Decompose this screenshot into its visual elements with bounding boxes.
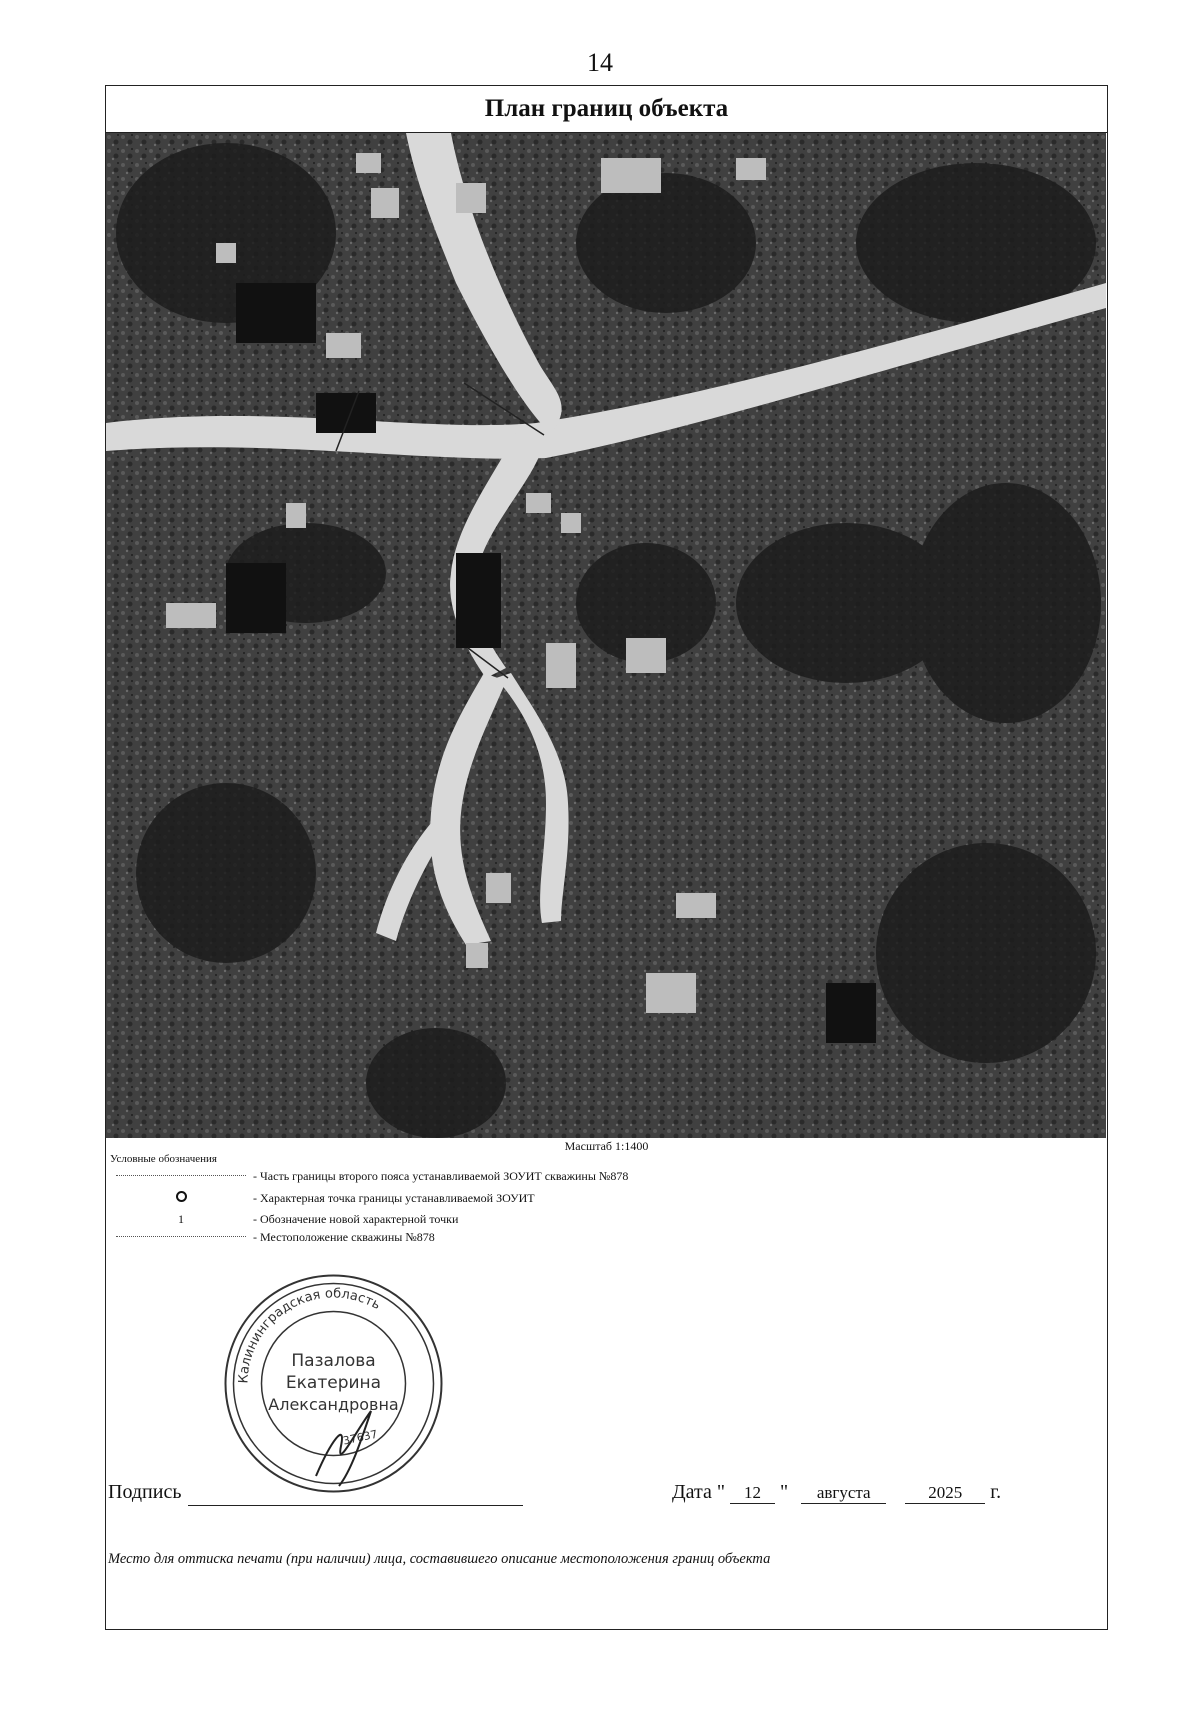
point-number-symbol: 1 [178, 1212, 184, 1226]
legend-row [106, 1230, 1107, 1250]
dotted-line-symbol [106, 1230, 256, 1245]
legend-row [106, 1169, 1107, 1189]
aerial-map [106, 133, 1106, 1138]
stamp-number: 37637 [341, 1427, 379, 1448]
document-frame [105, 85, 1108, 1630]
date-day: 12 [730, 1483, 775, 1504]
signature-label: Подпись [108, 1481, 182, 1503]
page-number: 14 [587, 48, 613, 77]
legend-row [106, 1212, 1107, 1232]
plan-title: План границ объекта [106, 86, 1107, 133]
date-label: Дата [672, 1481, 712, 1503]
signature-row [106, 1481, 1107, 1511]
legend-text: - Характерная точка границы устанавливаемой ЗОУИТ [253, 1191, 535, 1205]
date-month: августа [801, 1483, 886, 1504]
quote-open: " [716, 1481, 726, 1503]
stamp-ring-text: Калининградская область [236, 1286, 383, 1384]
legend-text: - Обозначение новой характерной точки [253, 1212, 459, 1226]
engineer-stamp [221, 1271, 446, 1496]
map-scale: Масштаб 1:1400 [564, 1139, 649, 1153]
signature-line [188, 1505, 523, 1506]
quote-close: " [780, 1481, 789, 1503]
year-suffix: г. [990, 1481, 1002, 1503]
stamp-name-1: Пазалова [291, 1351, 376, 1371]
dotted-line-symbol [106, 1169, 256, 1184]
legend-title: Условные обозначения [110, 1153, 217, 1165]
stamp-name-2: Екатерина [285, 1373, 382, 1393]
seal-note: Место для оттиска печати (при наличии) лица, составившего описание местоположения границ объекта [108, 1551, 771, 1567]
date-year: 2025 [905, 1483, 985, 1504]
date-block [672, 1481, 1001, 1504]
legend-text: - Местоположение скважины №878 [253, 1230, 435, 1244]
legend-text: - Часть границы второго пояса устанавливаемой ЗОУИТ скважины №878 [253, 1169, 629, 1183]
stamp-name-3: Александровна [268, 1395, 399, 1414]
legend-row [106, 1191, 1107, 1211]
circle-point-icon [106, 1191, 256, 1206]
